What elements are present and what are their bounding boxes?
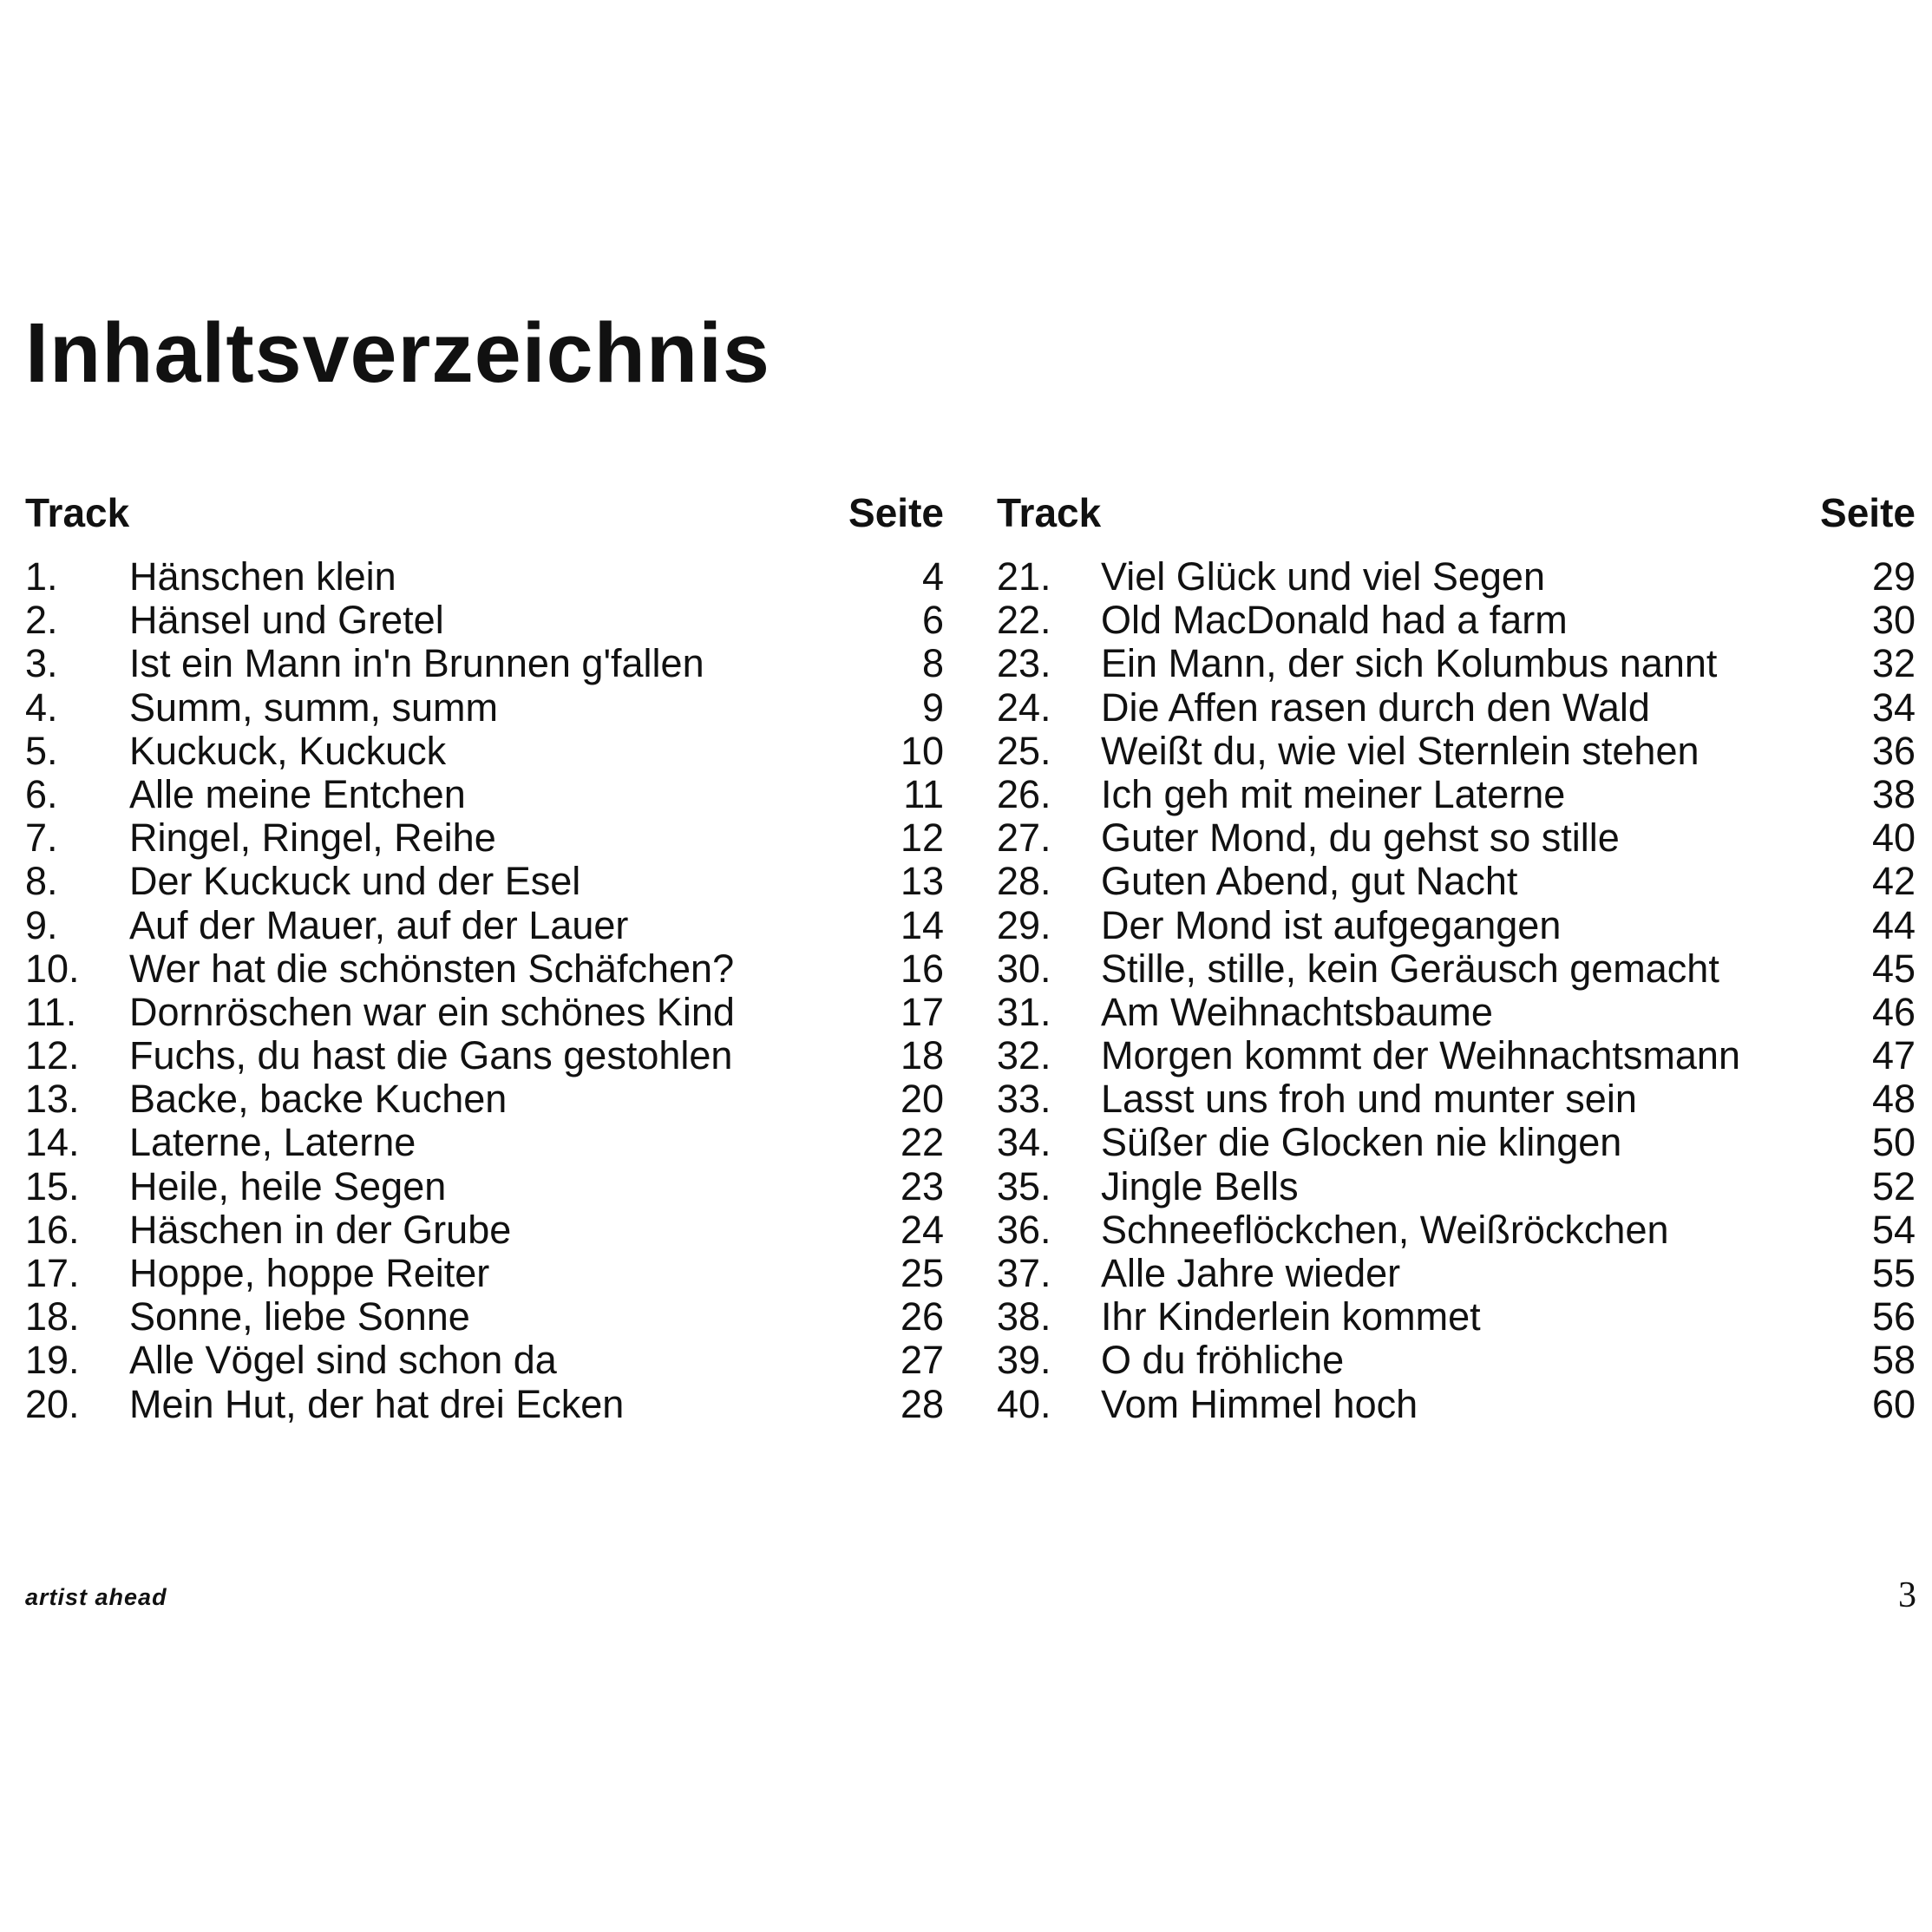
toc-list bbox=[25, 555, 944, 1426]
song-title: Dornröschen war ein schönes Kind bbox=[129, 989, 735, 1034]
track-number: 15. bbox=[25, 1163, 80, 1208]
toc-entry bbox=[25, 1295, 944, 1339]
song-title: Am Weihnachtsbaume bbox=[1101, 989, 1493, 1034]
song-title: Kuckuck, Kuckuck bbox=[129, 728, 447, 773]
page-ref: 4 bbox=[921, 554, 944, 599]
page-ref: 27 bbox=[900, 1338, 944, 1383]
page-ref: 20 bbox=[900, 1077, 944, 1122]
page-ref: 34 bbox=[1871, 684, 1916, 730]
toc-entry bbox=[997, 860, 1916, 903]
page-ref: 10 bbox=[900, 728, 944, 773]
page-ref: 47 bbox=[1871, 1033, 1916, 1078]
toc-column-right bbox=[997, 486, 1916, 1426]
toc-entry bbox=[25, 1208, 944, 1252]
toc-entry bbox=[25, 1339, 944, 1382]
toc-entry bbox=[25, 860, 944, 903]
song-title: Hänschen klein bbox=[129, 554, 396, 599]
song-title: Ich geh mit meiner Laterne bbox=[1101, 771, 1566, 816]
toc-entry bbox=[997, 1208, 1916, 1252]
track-number: 25. bbox=[997, 728, 1051, 773]
track-number: 1. bbox=[25, 554, 58, 599]
page-ref: 32 bbox=[1871, 641, 1916, 686]
track-number: 14. bbox=[25, 1120, 80, 1165]
song-title: Ihr Kinderlein kommet bbox=[1101, 1294, 1481, 1339]
song-title: Vom Himmel hoch bbox=[1101, 1381, 1418, 1426]
song-title: Fuchs, du hast die Gans gestohlen bbox=[129, 1033, 733, 1078]
toc-entry bbox=[25, 1077, 944, 1121]
track-number: 34. bbox=[997, 1120, 1051, 1165]
song-title: Auf der Mauer, auf der Lauer bbox=[129, 902, 629, 947]
track-number: 21. bbox=[997, 554, 1051, 599]
toc-entry bbox=[997, 816, 1916, 860]
toc-header bbox=[25, 486, 944, 547]
track-number: 31. bbox=[997, 989, 1051, 1034]
toc-entry bbox=[25, 1252, 944, 1295]
toc-entry bbox=[25, 730, 944, 773]
page-ref: 6 bbox=[921, 598, 944, 643]
toc-list bbox=[997, 555, 1916, 1426]
page-column-header: Seite bbox=[1820, 490, 1916, 535]
song-title: Ist ein Mann in'n Brunnen g'fallen bbox=[129, 641, 704, 686]
toc-entry bbox=[997, 1339, 1916, 1382]
track-number: 6. bbox=[25, 771, 58, 816]
song-title: Mein Hut, der hat drei Ecken bbox=[129, 1381, 625, 1426]
track-number: 37. bbox=[997, 1251, 1051, 1295]
toc-entry bbox=[25, 1165, 944, 1208]
toc-entry bbox=[997, 1034, 1916, 1077]
toc-entry bbox=[25, 599, 944, 642]
toc-entry bbox=[997, 773, 1916, 816]
song-title: Sonne, liebe Sonne bbox=[129, 1294, 470, 1339]
song-title: Hoppe, hoppe Reiter bbox=[129, 1251, 490, 1295]
track-column-header: Track bbox=[997, 490, 1102, 535]
toc-entry bbox=[997, 555, 1916, 599]
song-title: Old MacDonald had a farm bbox=[1101, 598, 1568, 643]
toc-entry bbox=[25, 1383, 944, 1426]
toc-entry bbox=[997, 1121, 1916, 1164]
song-title: Der Kuckuck und der Esel bbox=[129, 859, 581, 904]
toc-entry bbox=[997, 1295, 1916, 1339]
toc-entry bbox=[25, 555, 944, 599]
track-number: 38. bbox=[997, 1294, 1051, 1339]
song-title: Ein Mann, der sich Kolumbus nannt bbox=[1101, 641, 1718, 686]
track-number: 36. bbox=[997, 1207, 1051, 1252]
track-number: 33. bbox=[997, 1077, 1051, 1122]
song-title: Süßer die Glocken nie klingen bbox=[1101, 1120, 1622, 1165]
song-title: Wer hat die schönsten Schäfchen? bbox=[129, 946, 735, 991]
page-ref: 40 bbox=[1871, 815, 1916, 861]
page-ref: 14 bbox=[900, 902, 944, 947]
toc-entry bbox=[997, 1077, 1916, 1121]
track-number: 23. bbox=[997, 641, 1051, 686]
song-title: Ringel, Ringel, Reihe bbox=[129, 815, 496, 861]
page-ref: 29 bbox=[1871, 554, 1916, 599]
track-number: 16. bbox=[25, 1207, 80, 1252]
page-ref: 13 bbox=[900, 859, 944, 904]
toc-entry bbox=[997, 1165, 1916, 1208]
toc-entry bbox=[997, 599, 1916, 642]
toc-entry bbox=[997, 904, 1916, 947]
page-ref: 30 bbox=[1871, 598, 1916, 643]
song-title: Backe, backe Kuchen bbox=[129, 1077, 508, 1122]
page-ref: 17 bbox=[900, 989, 944, 1034]
track-number: 30. bbox=[997, 946, 1051, 991]
toc-entry bbox=[25, 642, 944, 685]
page-ref: 60 bbox=[1871, 1381, 1916, 1426]
toc-entry bbox=[25, 991, 944, 1034]
page-ref: 58 bbox=[1871, 1338, 1916, 1383]
song-title: Die Affen rasen durch den Wald bbox=[1101, 684, 1650, 730]
track-number: 9. bbox=[25, 902, 58, 947]
toc-entry bbox=[997, 642, 1916, 685]
toc-entry bbox=[25, 1034, 944, 1077]
page-ref: 48 bbox=[1871, 1077, 1916, 1122]
track-number: 20. bbox=[25, 1381, 80, 1426]
toc-entry bbox=[997, 947, 1916, 991]
song-title: Laterne, Laterne bbox=[129, 1120, 416, 1165]
track-number: 19. bbox=[25, 1338, 80, 1383]
track-number: 40. bbox=[997, 1381, 1051, 1426]
page-ref: 42 bbox=[1871, 859, 1916, 904]
song-title: Alle meine Entchen bbox=[129, 771, 466, 816]
song-title: Weißt du, wie viel Sternlein stehen bbox=[1101, 728, 1700, 773]
song-title: Guten Abend, gut Nacht bbox=[1101, 859, 1518, 904]
track-number: 28. bbox=[997, 859, 1051, 904]
track-number: 3. bbox=[25, 641, 58, 686]
page-ref: 45 bbox=[1871, 946, 1916, 991]
song-title: Summ, summ, summ bbox=[129, 684, 499, 730]
page-ref: 38 bbox=[1871, 771, 1916, 816]
toc-header bbox=[997, 486, 1916, 547]
track-number: 4. bbox=[25, 684, 58, 730]
track-number: 24. bbox=[997, 684, 1051, 730]
song-title: O du fröhliche bbox=[1101, 1338, 1345, 1383]
page-ref: 56 bbox=[1871, 1294, 1916, 1339]
track-number: 7. bbox=[25, 815, 58, 861]
page-ref: 8 bbox=[921, 641, 944, 686]
toc-entry bbox=[25, 904, 944, 947]
track-column-header: Track bbox=[25, 490, 130, 535]
song-title: Stille, stille, kein Geräusch gemacht bbox=[1101, 946, 1719, 991]
page-ref: 16 bbox=[900, 946, 944, 991]
page-ref: 46 bbox=[1871, 989, 1916, 1034]
track-number: 39. bbox=[997, 1338, 1051, 1383]
track-number: 17. bbox=[25, 1251, 80, 1295]
toc-entry bbox=[25, 947, 944, 991]
song-title: Guter Mond, du gehst so stille bbox=[1101, 815, 1620, 861]
song-title: Hänsel und Gretel bbox=[129, 598, 444, 643]
toc-entry bbox=[997, 686, 1916, 730]
page-ref: 54 bbox=[1871, 1207, 1916, 1252]
page-ref: 36 bbox=[1871, 728, 1916, 773]
toc-entry bbox=[25, 773, 944, 816]
track-number: 10. bbox=[25, 946, 80, 991]
page-ref: 50 bbox=[1871, 1120, 1916, 1165]
song-title: Schneeflöckchen, Weißröckchen bbox=[1101, 1207, 1669, 1252]
page-ref: 24 bbox=[900, 1207, 944, 1252]
song-title: Morgen kommt der Weihnachtsmann bbox=[1101, 1033, 1740, 1078]
page-column-header: Seite bbox=[848, 490, 944, 535]
song-title: Viel Glück und viel Segen bbox=[1101, 554, 1545, 599]
track-number: 18. bbox=[25, 1294, 80, 1339]
toc-entry bbox=[997, 1383, 1916, 1426]
track-number: 27. bbox=[997, 815, 1051, 861]
song-title: Heile, heile Segen bbox=[129, 1163, 447, 1208]
page-number: 3 bbox=[1898, 1575, 1916, 1615]
track-number: 8. bbox=[25, 859, 58, 904]
page-ref: 18 bbox=[900, 1033, 944, 1078]
toc-entry bbox=[997, 991, 1916, 1034]
publisher-logo: artist ahead bbox=[25, 1584, 167, 1610]
song-title: Alle Vögel sind schon da bbox=[129, 1338, 557, 1383]
toc-entry bbox=[997, 730, 1916, 773]
song-title: Lasst uns froh und munter sein bbox=[1101, 1077, 1637, 1122]
page-ref: 28 bbox=[900, 1381, 944, 1426]
page-ref: 25 bbox=[900, 1251, 944, 1295]
song-title: Alle Jahre wieder bbox=[1101, 1251, 1401, 1295]
song-title: Jingle Bells bbox=[1101, 1163, 1299, 1208]
page-ref: 52 bbox=[1871, 1163, 1916, 1208]
page-ref: 22 bbox=[900, 1120, 944, 1165]
page-ref: 12 bbox=[900, 815, 944, 861]
page-ref: 26 bbox=[900, 1294, 944, 1339]
track-number: 13. bbox=[25, 1077, 80, 1122]
track-number: 29. bbox=[997, 902, 1051, 947]
track-number: 2. bbox=[25, 598, 58, 643]
toc-column-left bbox=[25, 486, 944, 1426]
song-title: Der Mond ist aufgegangen bbox=[1101, 902, 1562, 947]
toc-entry bbox=[25, 1121, 944, 1164]
track-number: 32. bbox=[997, 1033, 1051, 1078]
track-number: 12. bbox=[25, 1033, 80, 1078]
page-ref: 11 bbox=[903, 771, 944, 816]
track-number: 5. bbox=[25, 728, 58, 773]
page-title: Inhaltsverzeichnis bbox=[25, 305, 770, 400]
page-ref: 23 bbox=[900, 1163, 944, 1208]
track-number: 11. bbox=[25, 989, 77, 1034]
page-ref: 44 bbox=[1871, 902, 1916, 947]
song-title: Häschen in der Grube bbox=[129, 1207, 512, 1252]
page-ref: 55 bbox=[1871, 1251, 1916, 1295]
track-number: 26. bbox=[997, 771, 1051, 816]
toc-entry bbox=[25, 816, 944, 860]
track-number: 22. bbox=[997, 598, 1051, 643]
page-ref: 9 bbox=[921, 684, 944, 730]
toc-entry bbox=[997, 1252, 1916, 1295]
toc-entry bbox=[25, 686, 944, 730]
track-number: 35. bbox=[997, 1163, 1051, 1208]
